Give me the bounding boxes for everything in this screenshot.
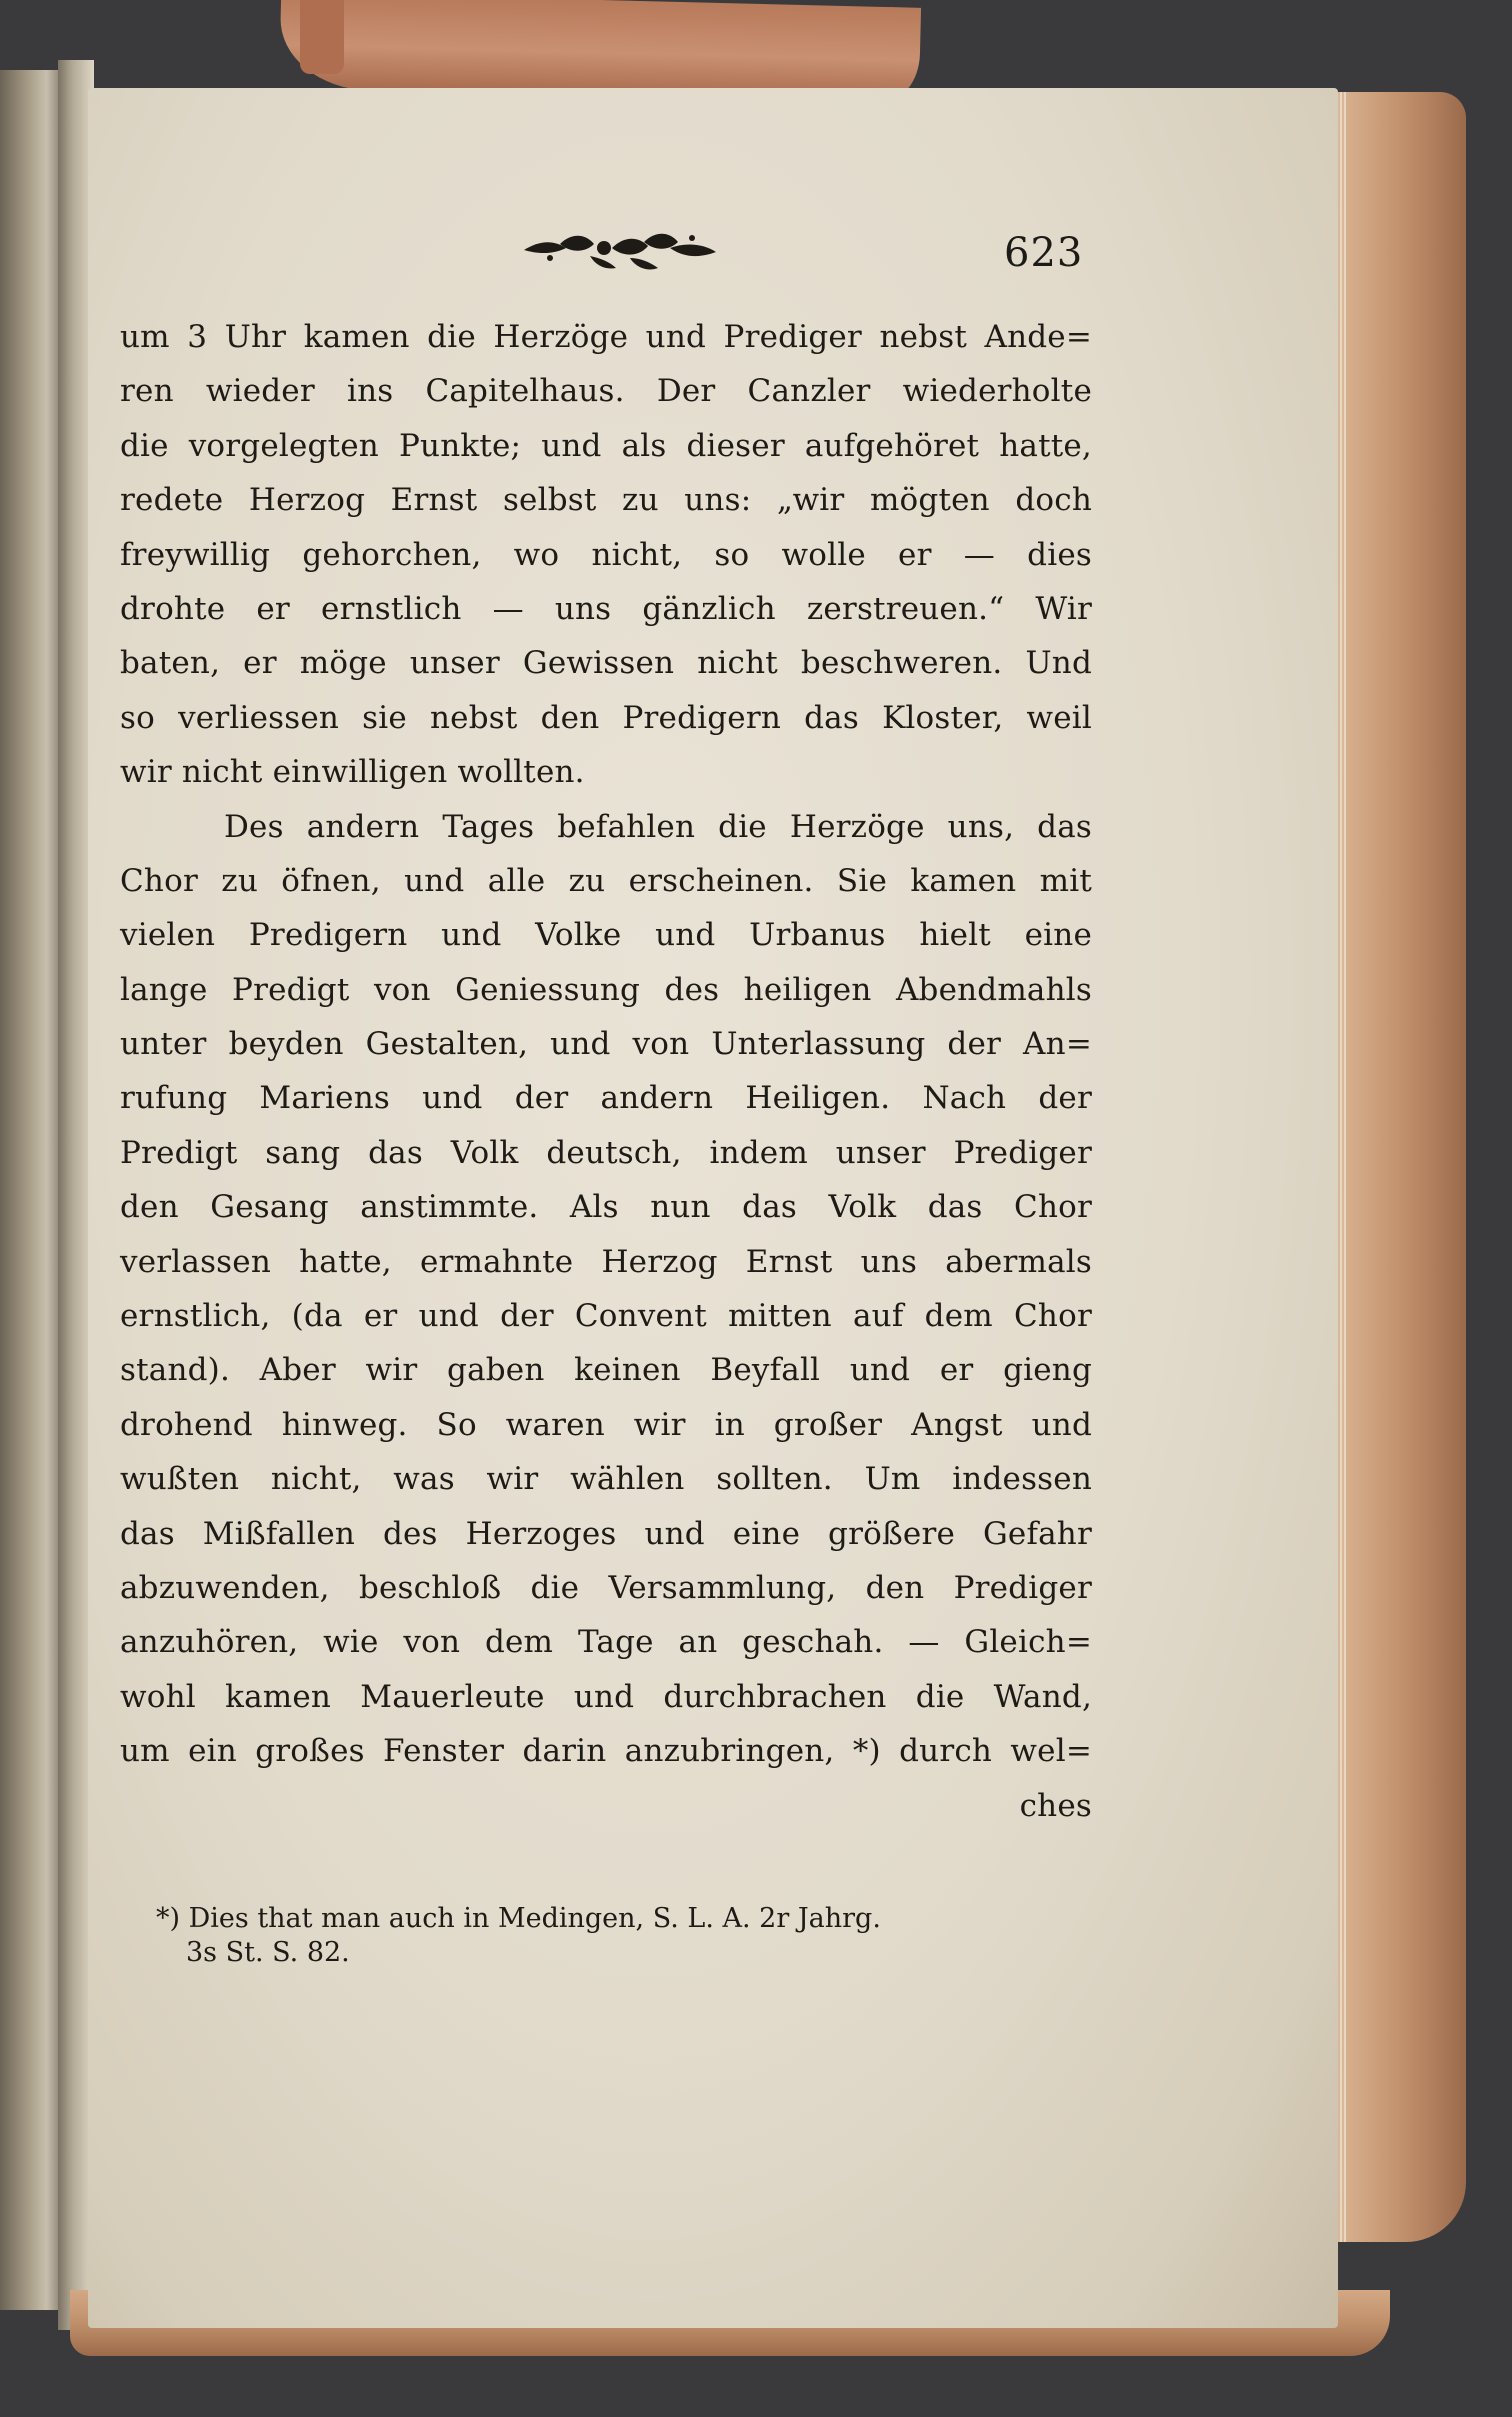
text-line: um 3 Uhr kamen die Herzöge und Prediger nebst Ande= [120,319,1092,355]
text-line: verlassen hatte, ermahnte Herzog Ernst uns abermals [120,1243,1092,1280]
text-line: drohend hinweg. So waren wir in großer Angst und [120,1406,1092,1443]
text-line: um ein großes Fenster darin anzubringen, *) durch wel= [120,1733,1092,1770]
text-line: den Gesang anstimmte. Als nun das Volk das Chor [120,1189,1092,1226]
previous-leaf-edge [0,70,62,2310]
text-line: freywillig gehorchen, wo nicht, so wolle er — dies [120,536,1092,573]
text-line: wir nicht einwilligen wollten. [120,754,585,791]
stained-fore-edge [1318,92,1466,2242]
text-line: rufung Mariens und der andern Heiligen. Nach der [120,1080,1092,1117]
text-line: vielen Predigern und Volke und Urbanus hielt eine [120,917,1092,954]
text-line: baten, er möge unser Gewissen nicht beschweren. Und [120,645,1092,682]
text-line: Des andern Tages befahlen die Herzöge uns, das [224,808,1092,845]
text-line: wohl kamen Mauerleute und durchbrachen die Wand, [120,1678,1092,1715]
ribbon-tab [300,0,344,74]
text-line: das Mißfallen des Herzoges und eine größere Gefahr [120,1515,1092,1552]
text-line: unter beyden Gestalten, und von Unterlassung der An= [120,1026,1092,1063]
floral-ornament-icon [520,222,720,278]
text-line: ernstlich, (da er und der Convent mitten auf dem Chor [120,1298,1092,1335]
text-line: so verliessen sie nebst den Predigern das Kloster, weil [120,699,1092,736]
text-line: wußten nicht, was wir wählen sollten. Um indessen [120,1461,1092,1498]
footnote-line: 3s St. S. 82. [186,1937,350,1968]
footnote [156,1902,1076,1970]
text-line: abzuwenden, beschloß die Versammlung, den Prediger [120,1569,1092,1606]
text-line: lange Predigt von Geniessung des heiligen Abendmahls [120,971,1092,1008]
text-line: ren wieder ins Capitelhaus. Der Canzler wiederholte [120,373,1092,410]
text-line: redete Herzog Ernst selbst zu uns: „wir mögten doch [120,482,1092,519]
text-line: stand). Aber wir gaben keinen Beyfall und er gieng [120,1352,1092,1389]
text-line: die vorgelegten Punkte; und als dieser aufgehöret hatte, [120,427,1092,464]
body-text [120,310,1092,1833]
footnote-line: *) Dies that man auch in Medingen, S. L. A. 2r Jahrg. [156,1903,881,1934]
page-number: 623 [1004,230,1084,276]
text-line: Predigt sang das Volk deutsch, indem unser Prediger [120,1134,1092,1171]
text-line: drohte er ernstlich — uns gänzlich zerstreuen.“ Wir [120,590,1092,627]
text-line: Chor zu öfnen, und alle zu erscheinen. Sie kamen mit [120,862,1092,899]
text-line: anzuhören, wie von dem Tage an geschah. — Gleich= [120,1624,1092,1661]
catchword: ches [1019,1787,1092,1824]
